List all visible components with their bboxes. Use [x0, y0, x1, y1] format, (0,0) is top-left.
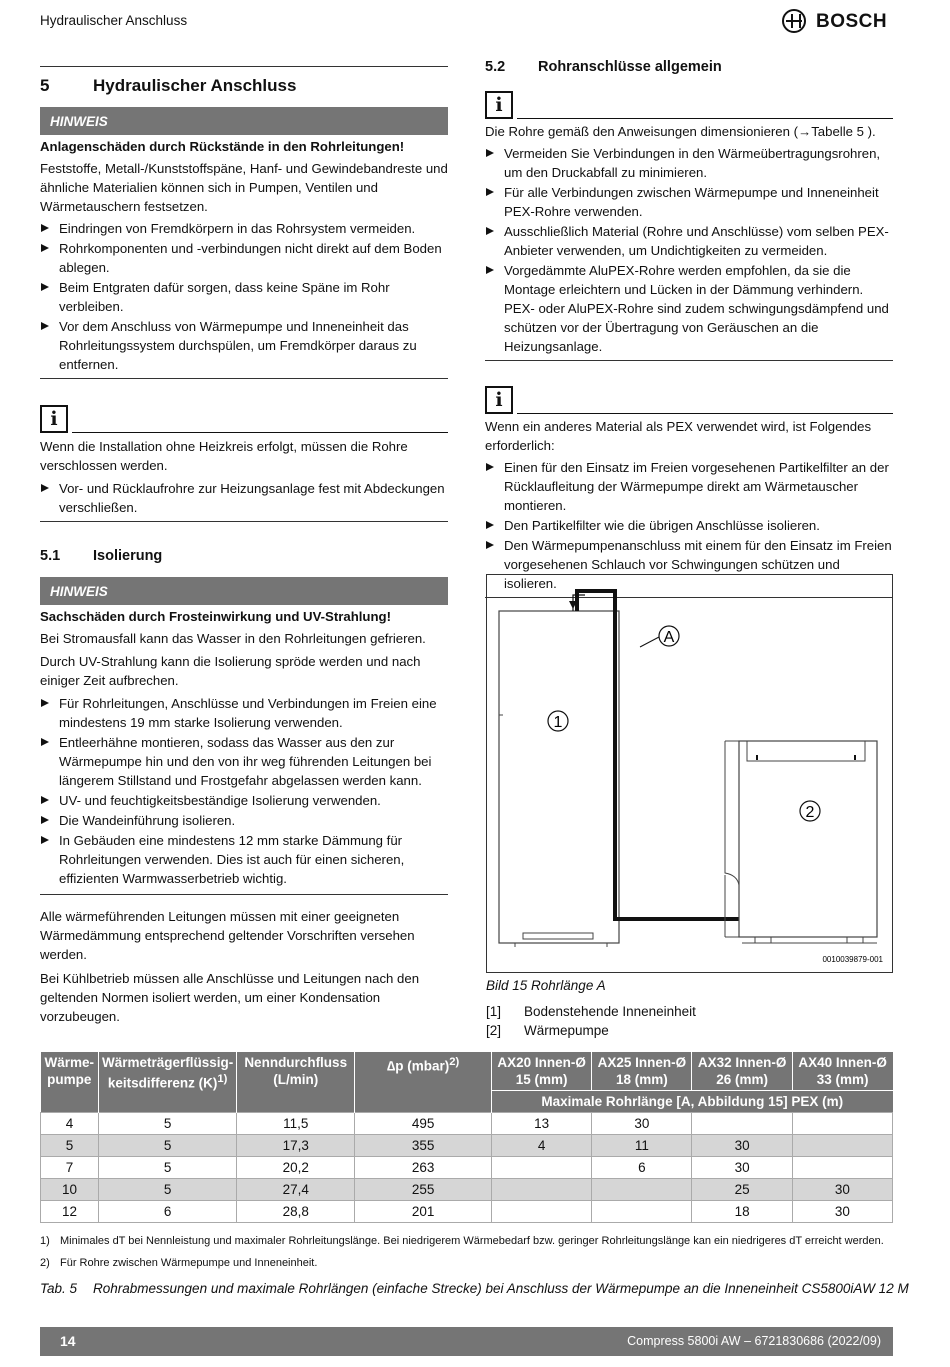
section-title: Hydraulischer Anschluss	[93, 76, 297, 95]
table-cell: 11	[592, 1135, 692, 1157]
pipe-length-table	[40, 1052, 893, 1223]
notice-headline: Anlagenschäden durch Rückstände in den Rohrleitungen!	[40, 139, 405, 154]
info-header	[485, 381, 893, 414]
table-cell: 30	[792, 1201, 892, 1223]
table-cell: 30	[792, 1179, 892, 1201]
table-cell: 11,5	[237, 1113, 355, 1135]
left-column	[40, 66, 448, 1026]
table-cell: 10	[41, 1179, 99, 1201]
notice-headline: Sachschäden durch Frosteinwirkung und UV-Strahlung!	[40, 609, 391, 624]
bullet-list	[40, 479, 448, 517]
paragraph: Alle wärmeführenden Leitungen müssen mit einer geeigneten Wärmedämmung entsprechend geltender Vorschriften versehen werden.	[40, 909, 415, 962]
info-text: Die Rohre gemäß den Anweisungen dimensionieren (→Tabelle 5 ).	[485, 124, 876, 139]
table-cell: 25	[692, 1179, 792, 1201]
indoor-unit-outline	[499, 611, 619, 943]
section-heading	[40, 67, 448, 107]
table-cell: 4	[41, 1113, 99, 1135]
table-cell	[492, 1157, 592, 1179]
table-footnotes	[40, 1230, 884, 1274]
list-item: Den Wärmepumpenanschluss mit einem für den Einsatz im Freien vorgesehenen Schlauch vor Schwingungen schützen und isolieren.	[485, 536, 893, 593]
bosch-armature-icon	[782, 9, 806, 33]
subsection-number: 5.2	[485, 59, 506, 75]
table-cell: 30	[592, 1113, 692, 1135]
list-item: Für alle Verbindungen zwischen Wärmepumpe und Inneneinheit PEX-Rohre verwenden.	[485, 183, 893, 221]
table-cell: 13	[492, 1113, 592, 1135]
column-header: Wärmeträgerflüssig- keitsdifferenz $(K)^{1)}$	[98, 1052, 236, 1113]
info-icon: i	[485, 91, 513, 119]
table-row	[41, 1113, 893, 1135]
bullet-list	[40, 694, 448, 888]
figure-legend	[486, 1002, 696, 1040]
subsection-number: 5.1	[40, 548, 61, 564]
info-icon: i	[40, 405, 68, 433]
subsection-heading	[485, 58, 893, 77]
list-item: Einen für den Einsatz im Freien vorgesehenen Partikelfilter an der Rücklaufleitung der Wärmepumpe direkt am Wärmetauscher montieren.	[485, 458, 893, 515]
column-header: Nenndurchfluss (L/min)	[237, 1052, 355, 1113]
table-cell: 355	[355, 1135, 492, 1157]
subsection-heading	[40, 547, 448, 566]
notice-text: Feststoffe, Metall-/Kunststoffspäne, Hanf- und Gewindebandreste und ähnliche Materialien können sich in Pumpen, Ventilen und Wärmetauschern festsetzen.	[40, 161, 448, 214]
list-item: Beim Entgraten dafür sorgen, dass keine Späne im Rohr verbleiben.	[40, 278, 448, 316]
pipe-length-figure	[486, 574, 893, 973]
label-1: 1	[553, 714, 563, 731]
column-header: AX25 Innen-Ø 18 (mm)	[592, 1052, 692, 1091]
subsection-title: Isolierung	[93, 548, 163, 564]
table-row	[41, 1157, 893, 1179]
table-cell: 27,4	[237, 1179, 355, 1201]
paragraph: Bei Kühlbetrieb müssen alle Anschlüsse und Leitungen nach den geltenden Normen isoliert werden, um einer Kondensation vorzubeugen.	[40, 971, 420, 1024]
table-cell: 18	[692, 1201, 792, 1223]
list-item: Für Rohrleitungen, Anschlüsse und Verbindungen im Freien eine mindestens 19 mm starke Isolierung verwenden.	[40, 694, 448, 732]
footnote: 2) Für Rohre zwischen Wärmepumpe und Inneneinheit.	[40, 1256, 318, 1269]
table-cell	[592, 1201, 692, 1223]
table-cell: 6	[98, 1201, 236, 1223]
notice-text: Durch UV-Strahlung kann die Isolierung spröde werden und nach einiger Zeit aufbrechen.	[40, 654, 421, 688]
table-cell: 12	[41, 1201, 99, 1223]
notice-banner: HINWEIS	[40, 107, 448, 135]
info-header	[40, 400, 448, 433]
table-cell	[692, 1113, 792, 1135]
list-item: Ausschließlich Material (Rohre und Anschlüsse) vom selben PEX-Anbieter verwenden, um Undichtigkeiten zu vermeiden.	[485, 222, 893, 260]
page-number: 14	[60, 1333, 76, 1349]
column-header: AX32 Innen-Ø 26 (mm)	[692, 1052, 792, 1091]
brand-logo	[782, 9, 887, 33]
table-cell	[492, 1179, 592, 1201]
table-row	[41, 1179, 893, 1201]
label-2: 2	[805, 804, 815, 821]
running-header: Hydraulischer Anschluss	[40, 13, 188, 28]
label-a: A	[663, 629, 675, 646]
table-cell: 30	[692, 1135, 792, 1157]
table-cell: 263	[355, 1157, 492, 1179]
table-cell: 17,3	[237, 1135, 355, 1157]
info-header	[485, 86, 893, 119]
figure-caption: Bild 15 Rohrlänge A	[486, 978, 606, 993]
table-cell: 4	[492, 1135, 592, 1157]
table-cell: 5	[41, 1135, 99, 1157]
legend-item: [1] Bodenstehende Inneneinheit	[486, 1004, 696, 1019]
table-cell: 20,2	[237, 1157, 355, 1179]
table-cell: 5	[98, 1179, 236, 1201]
subsection-title: Rohranschlüsse allgemein	[538, 59, 722, 75]
list-item: UV- und feuchtigkeitsbeständige Isolierung verwenden.	[40, 791, 448, 810]
footnote: 1) Minimales dT bei Nennleistung und maximaler Rohrleitungslänge. Bei niedrigerem Wärmebedarf bzw. geringer Rohrleitungslänge kan ein niedrigeres dT erreicht werden.	[40, 1234, 884, 1247]
brand-name: BOSCH	[816, 10, 888, 32]
list-item: Vermeiden Sie Verbindungen in den Wärmeübertragungsrohren, um den Druckabfall zu minimieren.	[485, 144, 893, 182]
table-cell: 7	[41, 1157, 99, 1179]
info-text: Wenn ein anderes Material als PEX verwendet wird, ist Folgendes erforderlich:	[485, 419, 872, 453]
column-header: AX40 Innen-Ø 33 (mm)	[792, 1052, 892, 1091]
list-item: Die Wandeinführung isolieren.	[40, 811, 448, 830]
table-cell	[792, 1135, 892, 1157]
list-item: Entleerhähne montieren, sodass das Wasser aus den zur Wärmepumpe hin und den von ihr weg führenden Leitungen bei längerem Stillstand und Frostgefahr abgelassen werden kann.	[40, 733, 448, 790]
right-column	[485, 58, 893, 598]
table-cell	[492, 1201, 592, 1223]
bullet-list	[485, 144, 893, 356]
list-item: In Gebäuden eine mindestens 12 mm starke Dämmung für Rohrleitungen verwenden. Dies ist auch für einen sicheren, effizienten Warmwasserbetrieb wichtig.	[40, 831, 448, 888]
table-cell: 5	[98, 1113, 236, 1135]
figure-code: 0010039879-001	[822, 955, 883, 964]
table-cell: 201	[355, 1201, 492, 1223]
list-item: Eindringen von Fremdkörpern in das Rohrsystem vermeiden.	[40, 219, 448, 238]
notice-banner: HINWEIS	[40, 577, 448, 605]
bullet-list	[485, 458, 893, 593]
list-item: Den Partikelfilter wie die übrigen Anschlüsse isolieren.	[485, 516, 893, 535]
table-cell	[792, 1157, 892, 1179]
table-cell: 28,8	[237, 1201, 355, 1223]
info-text: Wenn die Installation ohne Heizkreis erfolgt, müssen die Rohre verschlossen werden.	[40, 439, 408, 473]
table-cell	[592, 1179, 692, 1201]
table-cell: 5	[98, 1157, 236, 1179]
info-icon: i	[485, 386, 513, 414]
column-header: ∆p (mbar)$^{2)}$	[355, 1052, 492, 1113]
list-item: Vor- und Rücklaufrohre zur Heizungsanlage fest mit Abdeckungen verschließen.	[40, 479, 448, 517]
section-number: 5	[40, 76, 50, 95]
list-item: Rohrkomponenten und -verbindungen nicht direkt auf dem Boden ablegen.	[40, 239, 448, 277]
table-caption: Tab. 5 Rohrabmessungen und maximale Rohrlängen (einfache Strecke) bei Anschluss der Wärmepumpe an die Inneneinheit CS5800iAW 12 M	[40, 1281, 909, 1296]
list-item: Vor dem Anschluss von Wärmepumpe und Inneneinheit das Rohrleitungssystem durchspülen, um Fremdkörper daraus zu entfernen.	[40, 317, 448, 374]
list-item: Vorgedämmte AluPEX-Rohre werden empfohlen, da sie die Montage erleichtern und Lücken in der Dämmung verhindern. PEX- oder AluPEX-Rohre sind zudem schwingungsdämpfend und schützen vor der Übertragung von Geräuschen an die Heizungsanlage.	[485, 261, 893, 356]
document-id: Compress 5800i AW – 6721830686 (2022/09)	[627, 1334, 881, 1348]
table-row	[41, 1201, 893, 1223]
table-cell: 30	[692, 1157, 792, 1179]
table-subheader: Maximale Rohrlänge [A, Abbildung 15] PEX (m)	[492, 1091, 893, 1113]
page-footer	[40, 1327, 893, 1356]
column-header: Wärme- pumpe	[41, 1052, 99, 1113]
table-row	[41, 1135, 893, 1157]
bullet-list	[40, 219, 448, 374]
installation-drawing	[487, 575, 892, 972]
pipe-route	[577, 591, 739, 919]
heat-pump-outline	[739, 741, 877, 937]
table-cell: 5	[98, 1135, 236, 1157]
table-cell	[792, 1113, 892, 1135]
table-header-row	[41, 1052, 893, 1091]
table-cell: 495	[355, 1113, 492, 1135]
table-cell: 6	[592, 1157, 692, 1179]
column-header: AX20 Innen-Ø 15 (mm)	[492, 1052, 592, 1091]
notice-text: Bei Stromausfall kann das Wasser in den Rohrleitungen gefrieren.	[40, 631, 426, 646]
legend-item: [2] Wärmepumpe	[486, 1023, 609, 1038]
table-cell: 255	[355, 1179, 492, 1201]
